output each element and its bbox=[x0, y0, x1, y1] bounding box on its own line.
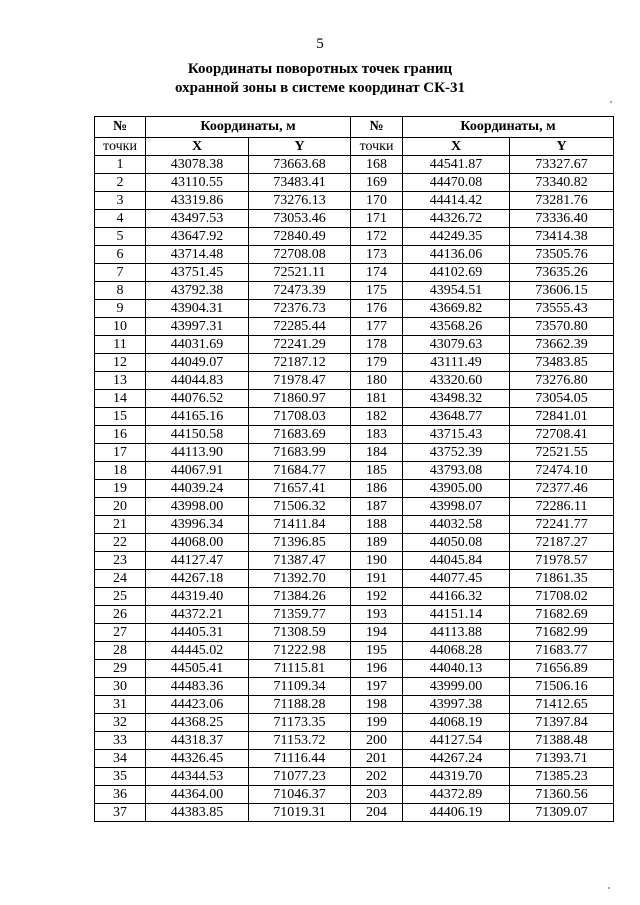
x-value-right: 44050.08 bbox=[403, 534, 510, 552]
point-number-left: 23 bbox=[95, 552, 146, 570]
x-value-left: 43792.38 bbox=[146, 282, 249, 300]
header-points-right: точки bbox=[351, 138, 403, 156]
table-row bbox=[95, 714, 614, 732]
point-number-right: 203 bbox=[351, 786, 403, 804]
x-value-left: 44483.36 bbox=[146, 678, 249, 696]
y-value-right: 72187.27 bbox=[510, 534, 614, 552]
table-row bbox=[95, 210, 614, 228]
x-value-left: 43714.48 bbox=[146, 246, 249, 264]
x-value-right: 43320.60 bbox=[403, 372, 510, 390]
point-number-right: 195 bbox=[351, 642, 403, 660]
y-value-right: 71656.89 bbox=[510, 660, 614, 678]
y-value-right: 72841.01 bbox=[510, 408, 614, 426]
table-row bbox=[95, 372, 614, 390]
x-value-right: 43954.51 bbox=[403, 282, 510, 300]
header-points-left: точки bbox=[95, 138, 146, 156]
header-num-right: № bbox=[351, 117, 403, 138]
x-value-right: 44406.19 bbox=[403, 804, 510, 822]
y-value-right: 73276.80 bbox=[510, 372, 614, 390]
scan-speck bbox=[608, 887, 610, 889]
point-number-right: 173 bbox=[351, 246, 403, 264]
table-row bbox=[95, 264, 614, 282]
y-value-left: 71384.26 bbox=[249, 588, 351, 606]
x-value-left: 44049.07 bbox=[146, 354, 249, 372]
x-value-left: 43998.00 bbox=[146, 498, 249, 516]
x-value-right: 44040.13 bbox=[403, 660, 510, 678]
point-number-right: 177 bbox=[351, 318, 403, 336]
y-value-left: 71978.47 bbox=[249, 372, 351, 390]
y-value-left: 71046.37 bbox=[249, 786, 351, 804]
table-row bbox=[95, 426, 614, 444]
x-value-right: 43669.82 bbox=[403, 300, 510, 318]
table-row bbox=[95, 570, 614, 588]
x-value-left: 44068.00 bbox=[146, 534, 249, 552]
table-row bbox=[95, 750, 614, 768]
y-value-right: 72241.77 bbox=[510, 516, 614, 534]
point-number-right: 171 bbox=[351, 210, 403, 228]
point-number-left: 9 bbox=[95, 300, 146, 318]
point-number-right: 169 bbox=[351, 174, 403, 192]
table-row bbox=[95, 318, 614, 336]
x-value-right: 44319.70 bbox=[403, 768, 510, 786]
table-row bbox=[95, 786, 614, 804]
y-value-left: 73483.41 bbox=[249, 174, 351, 192]
point-number-left: 29 bbox=[95, 660, 146, 678]
x-value-left: 43997.31 bbox=[146, 318, 249, 336]
point-number-left: 30 bbox=[95, 678, 146, 696]
y-value-left: 71683.69 bbox=[249, 426, 351, 444]
table-row bbox=[95, 534, 614, 552]
y-value-left: 71683.99 bbox=[249, 444, 351, 462]
x-value-left: 44445.02 bbox=[146, 642, 249, 660]
point-number-left: 27 bbox=[95, 624, 146, 642]
point-number-right: 202 bbox=[351, 768, 403, 786]
y-value-right: 71861.35 bbox=[510, 570, 614, 588]
point-number-left: 37 bbox=[95, 804, 146, 822]
point-number-right: 190 bbox=[351, 552, 403, 570]
y-value-left: 71077.23 bbox=[249, 768, 351, 786]
point-number-left: 19 bbox=[95, 480, 146, 498]
point-number-right: 198 bbox=[351, 696, 403, 714]
x-value-right: 44077.45 bbox=[403, 570, 510, 588]
table-row bbox=[95, 354, 614, 372]
table-row bbox=[95, 516, 614, 534]
table-row bbox=[95, 696, 614, 714]
x-value-right: 44068.19 bbox=[403, 714, 510, 732]
point-number-left: 16 bbox=[95, 426, 146, 444]
header-y-right: Y bbox=[510, 138, 614, 156]
y-value-right: 73662.39 bbox=[510, 336, 614, 354]
x-value-left: 43319.86 bbox=[146, 192, 249, 210]
y-value-left: 71188.28 bbox=[249, 696, 351, 714]
point-number-left: 17 bbox=[95, 444, 146, 462]
y-value-left: 71396.85 bbox=[249, 534, 351, 552]
point-number-left: 34 bbox=[95, 750, 146, 768]
scan-speck bbox=[610, 101, 612, 103]
y-value-left: 71173.35 bbox=[249, 714, 351, 732]
y-value-left: 73053.46 bbox=[249, 210, 351, 228]
y-value-left: 71657.41 bbox=[249, 480, 351, 498]
page-number: 5 bbox=[316, 36, 324, 52]
table-row bbox=[95, 462, 614, 480]
y-value-left: 72376.73 bbox=[249, 300, 351, 318]
x-value-left: 44113.90 bbox=[146, 444, 249, 462]
y-value-right: 72377.46 bbox=[510, 480, 614, 498]
y-value-right: 71388.48 bbox=[510, 732, 614, 750]
point-number-right: 183 bbox=[351, 426, 403, 444]
x-value-right: 44541.87 bbox=[403, 156, 510, 174]
x-value-right: 44102.69 bbox=[403, 264, 510, 282]
y-value-right: 71393.71 bbox=[510, 750, 614, 768]
y-value-left: 71019.31 bbox=[249, 804, 351, 822]
point-number-left: 13 bbox=[95, 372, 146, 390]
x-value-left: 44326.45 bbox=[146, 750, 249, 768]
y-value-right: 73414.38 bbox=[510, 228, 614, 246]
x-value-left: 44267.18 bbox=[146, 570, 249, 588]
y-value-left: 72840.49 bbox=[249, 228, 351, 246]
point-number-left: 24 bbox=[95, 570, 146, 588]
point-number-right: 175 bbox=[351, 282, 403, 300]
title-line-2: охранной зоны в системе координат СК-31 bbox=[174, 80, 466, 96]
y-value-right: 71978.57 bbox=[510, 552, 614, 570]
point-number-left: 33 bbox=[95, 732, 146, 750]
table-row bbox=[95, 768, 614, 786]
header-x-left: X bbox=[146, 138, 249, 156]
y-value-left: 72285.44 bbox=[249, 318, 351, 336]
table-row bbox=[95, 552, 614, 570]
table-row bbox=[95, 678, 614, 696]
header-x-right: X bbox=[403, 138, 510, 156]
y-value-right: 71682.69 bbox=[510, 606, 614, 624]
table-row bbox=[95, 300, 614, 318]
table-row bbox=[95, 480, 614, 498]
x-value-left: 44150.58 bbox=[146, 426, 249, 444]
table-row bbox=[95, 588, 614, 606]
point-number-right: 185 bbox=[351, 462, 403, 480]
x-value-left: 44344.53 bbox=[146, 768, 249, 786]
x-value-right: 44127.54 bbox=[403, 732, 510, 750]
x-value-right: 44151.14 bbox=[403, 606, 510, 624]
table-row bbox=[95, 804, 614, 822]
x-value-left: 43497.53 bbox=[146, 210, 249, 228]
x-value-right: 43079.63 bbox=[403, 336, 510, 354]
x-value-left: 43996.34 bbox=[146, 516, 249, 534]
coordinates-table bbox=[94, 116, 614, 822]
point-number-right: 182 bbox=[351, 408, 403, 426]
header-coords-right: Координаты, м bbox=[403, 117, 614, 138]
x-value-right: 43111.49 bbox=[403, 354, 510, 372]
point-number-right: 188 bbox=[351, 516, 403, 534]
x-value-right: 44470.08 bbox=[403, 174, 510, 192]
point-number-left: 5 bbox=[95, 228, 146, 246]
y-value-right: 72286.11 bbox=[510, 498, 614, 516]
x-value-right: 43715.43 bbox=[403, 426, 510, 444]
y-value-right: 73483.85 bbox=[510, 354, 614, 372]
point-number-left: 32 bbox=[95, 714, 146, 732]
y-value-right: 71683.77 bbox=[510, 642, 614, 660]
x-value-right: 44372.89 bbox=[403, 786, 510, 804]
point-number-right: 180 bbox=[351, 372, 403, 390]
y-value-left: 73663.68 bbox=[249, 156, 351, 174]
y-value-right: 73340.82 bbox=[510, 174, 614, 192]
header-coords-left: Координаты, м bbox=[146, 117, 351, 138]
point-number-right: 200 bbox=[351, 732, 403, 750]
table-row bbox=[95, 246, 614, 264]
y-value-right: 71682.99 bbox=[510, 624, 614, 642]
table-body bbox=[95, 156, 614, 822]
y-value-right: 71309.07 bbox=[510, 804, 614, 822]
y-value-left: 72473.39 bbox=[249, 282, 351, 300]
x-value-left: 44127.47 bbox=[146, 552, 249, 570]
y-value-left: 71708.03 bbox=[249, 408, 351, 426]
point-number-left: 18 bbox=[95, 462, 146, 480]
point-number-left: 7 bbox=[95, 264, 146, 282]
point-number-right: 196 bbox=[351, 660, 403, 678]
x-value-left: 43078.38 bbox=[146, 156, 249, 174]
table-row bbox=[95, 444, 614, 462]
x-value-left: 44076.52 bbox=[146, 390, 249, 408]
x-value-left: 43647.92 bbox=[146, 228, 249, 246]
x-value-left: 44383.85 bbox=[146, 804, 249, 822]
point-number-left: 2 bbox=[95, 174, 146, 192]
point-number-right: 176 bbox=[351, 300, 403, 318]
point-number-left: 36 bbox=[95, 786, 146, 804]
x-value-right: 44414.42 bbox=[403, 192, 510, 210]
x-value-left: 43904.31 bbox=[146, 300, 249, 318]
y-value-right: 73555.43 bbox=[510, 300, 614, 318]
x-value-left: 44368.25 bbox=[146, 714, 249, 732]
point-number-left: 8 bbox=[95, 282, 146, 300]
y-value-right: 72521.55 bbox=[510, 444, 614, 462]
table-row bbox=[95, 624, 614, 642]
x-value-left: 44067.91 bbox=[146, 462, 249, 480]
point-number-right: 172 bbox=[351, 228, 403, 246]
point-number-left: 15 bbox=[95, 408, 146, 426]
y-value-right: 71708.02 bbox=[510, 588, 614, 606]
x-value-left: 44372.21 bbox=[146, 606, 249, 624]
point-number-right: 194 bbox=[351, 624, 403, 642]
y-value-left: 72521.11 bbox=[249, 264, 351, 282]
y-value-right: 73054.05 bbox=[510, 390, 614, 408]
point-number-right: 199 bbox=[351, 714, 403, 732]
y-value-left: 71109.34 bbox=[249, 678, 351, 696]
point-number-left: 6 bbox=[95, 246, 146, 264]
point-number-left: 28 bbox=[95, 642, 146, 660]
point-number-left: 10 bbox=[95, 318, 146, 336]
point-number-left: 12 bbox=[95, 354, 146, 372]
point-number-left: 22 bbox=[95, 534, 146, 552]
point-number-right: 184 bbox=[351, 444, 403, 462]
header-row-1 bbox=[95, 117, 614, 138]
y-value-left: 71153.72 bbox=[249, 732, 351, 750]
point-number-left: 14 bbox=[95, 390, 146, 408]
x-value-left: 43751.45 bbox=[146, 264, 249, 282]
y-value-left: 71116.44 bbox=[249, 750, 351, 768]
y-value-right: 73635.26 bbox=[510, 264, 614, 282]
table-row bbox=[95, 642, 614, 660]
x-value-left: 44044.83 bbox=[146, 372, 249, 390]
x-value-left: 44423.06 bbox=[146, 696, 249, 714]
x-value-right: 43905.00 bbox=[403, 480, 510, 498]
point-number-right: 186 bbox=[351, 480, 403, 498]
table-row bbox=[95, 408, 614, 426]
y-value-right: 71360.56 bbox=[510, 786, 614, 804]
x-value-right: 44032.58 bbox=[403, 516, 510, 534]
x-value-right: 44326.72 bbox=[403, 210, 510, 228]
x-value-left: 44405.31 bbox=[146, 624, 249, 642]
y-value-left: 71411.84 bbox=[249, 516, 351, 534]
y-value-left: 71506.32 bbox=[249, 498, 351, 516]
x-value-right: 44267.24 bbox=[403, 750, 510, 768]
y-value-right: 73281.76 bbox=[510, 192, 614, 210]
y-value-right: 73327.67 bbox=[510, 156, 614, 174]
table-row bbox=[95, 228, 614, 246]
x-value-right: 43648.77 bbox=[403, 408, 510, 426]
header-row-2 bbox=[95, 138, 614, 156]
header-y-left: Y bbox=[249, 138, 351, 156]
point-number-left: 26 bbox=[95, 606, 146, 624]
table-row bbox=[95, 606, 614, 624]
page-title bbox=[0, 60, 640, 98]
table-row bbox=[95, 156, 614, 174]
point-number-right: 181 bbox=[351, 390, 403, 408]
point-number-right: 170 bbox=[351, 192, 403, 210]
point-number-right: 174 bbox=[351, 264, 403, 282]
y-value-left: 73276.13 bbox=[249, 192, 351, 210]
point-number-left: 25 bbox=[95, 588, 146, 606]
y-value-right: 72474.10 bbox=[510, 462, 614, 480]
y-value-right: 73606.15 bbox=[510, 282, 614, 300]
x-value-right: 43568.26 bbox=[403, 318, 510, 336]
y-value-right: 72708.41 bbox=[510, 426, 614, 444]
x-value-left: 44039.24 bbox=[146, 480, 249, 498]
x-value-left: 44505.41 bbox=[146, 660, 249, 678]
table-row bbox=[95, 174, 614, 192]
y-value-right: 73570.80 bbox=[510, 318, 614, 336]
point-number-right: 189 bbox=[351, 534, 403, 552]
table-row bbox=[95, 732, 614, 750]
y-value-right: 71506.16 bbox=[510, 678, 614, 696]
point-number-left: 31 bbox=[95, 696, 146, 714]
x-value-right: 44249.35 bbox=[403, 228, 510, 246]
table-row bbox=[95, 282, 614, 300]
point-number-left: 35 bbox=[95, 768, 146, 786]
y-value-left: 72187.12 bbox=[249, 354, 351, 372]
x-value-right: 43793.08 bbox=[403, 462, 510, 480]
point-number-left: 1 bbox=[95, 156, 146, 174]
x-value-right: 43999.00 bbox=[403, 678, 510, 696]
point-number-left: 21 bbox=[95, 516, 146, 534]
point-number-right: 193 bbox=[351, 606, 403, 624]
y-value-right: 73505.76 bbox=[510, 246, 614, 264]
y-value-left: 72708.08 bbox=[249, 246, 351, 264]
x-value-right: 43752.39 bbox=[403, 444, 510, 462]
x-value-right: 43998.07 bbox=[403, 498, 510, 516]
y-value-left: 71684.77 bbox=[249, 462, 351, 480]
x-value-left: 44319.40 bbox=[146, 588, 249, 606]
point-number-right: 201 bbox=[351, 750, 403, 768]
point-number-left: 3 bbox=[95, 192, 146, 210]
x-value-left: 44165.16 bbox=[146, 408, 249, 426]
x-value-left: 44031.69 bbox=[146, 336, 249, 354]
table-row bbox=[95, 498, 614, 516]
x-value-right: 44136.06 bbox=[403, 246, 510, 264]
point-number-right: 191 bbox=[351, 570, 403, 588]
point-number-right: 179 bbox=[351, 354, 403, 372]
y-value-left: 71222.98 bbox=[249, 642, 351, 660]
point-number-right: 204 bbox=[351, 804, 403, 822]
y-value-left: 71359.77 bbox=[249, 606, 351, 624]
title-line-1: Координаты поворотных точек границ bbox=[187, 61, 453, 77]
table-row bbox=[95, 336, 614, 354]
y-value-left: 71308.59 bbox=[249, 624, 351, 642]
header-num-left: № bbox=[95, 117, 146, 138]
point-number-right: 178 bbox=[351, 336, 403, 354]
point-number-right: 187 bbox=[351, 498, 403, 516]
point-number-left: 11 bbox=[95, 336, 146, 354]
y-value-left: 71115.81 bbox=[249, 660, 351, 678]
y-value-left: 72241.29 bbox=[249, 336, 351, 354]
y-value-right: 73336.40 bbox=[510, 210, 614, 228]
x-value-right: 44113.88 bbox=[403, 624, 510, 642]
y-value-left: 71387.47 bbox=[249, 552, 351, 570]
table-row bbox=[95, 390, 614, 408]
y-value-left: 71392.70 bbox=[249, 570, 351, 588]
point-number-right: 192 bbox=[351, 588, 403, 606]
y-value-right: 71397.84 bbox=[510, 714, 614, 732]
x-value-left: 43110.55 bbox=[146, 174, 249, 192]
y-value-right: 71412.65 bbox=[510, 696, 614, 714]
x-value-right: 44166.32 bbox=[403, 588, 510, 606]
x-value-right: 44068.28 bbox=[403, 642, 510, 660]
x-value-left: 44364.00 bbox=[146, 786, 249, 804]
x-value-left: 44318.37 bbox=[146, 732, 249, 750]
x-value-right: 44045.84 bbox=[403, 552, 510, 570]
x-value-right: 43997.38 bbox=[403, 696, 510, 714]
point-number-left: 4 bbox=[95, 210, 146, 228]
table-row bbox=[95, 192, 614, 210]
point-number-right: 168 bbox=[351, 156, 403, 174]
point-number-left: 20 bbox=[95, 498, 146, 516]
y-value-left: 71860.97 bbox=[249, 390, 351, 408]
x-value-right: 43498.32 bbox=[403, 390, 510, 408]
y-value-right: 71385.23 bbox=[510, 768, 614, 786]
table-row bbox=[95, 660, 614, 678]
point-number-right: 197 bbox=[351, 678, 403, 696]
